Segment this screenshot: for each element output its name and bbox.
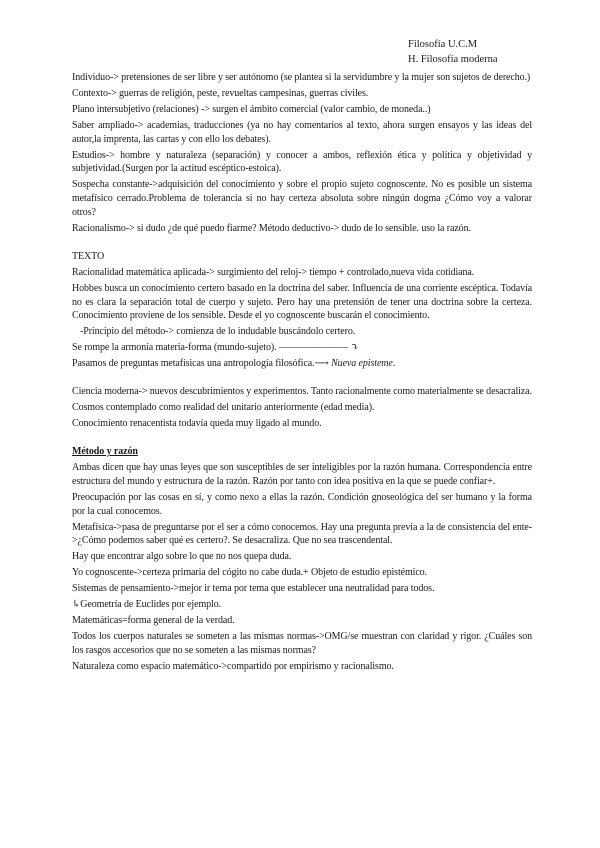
intro-paragraph: Individuo-> pretensiones de ser libre y ser autónomo (se plantea si la servidumbre y la mujer son sujetos de derecho.) [72,72,531,83]
intro-paragraph: Racionalismo-> si dudo ¿de qué puedo fiarme? Método deductivo-> dudo de lo sensible. uso la razón. [72,222,471,234]
intro-paragraph: Plano intersubjetivo (relaciones) -> surgen el ámbito comercial (valor cambio, de moneda..) [72,104,431,115]
metodo-paragraph: Ambas dicen que hay unas leyes que son susceptibles de ser inteligibles por la razón humana. Correspondencia entre estructura del mundo y estructura de la razón. Razón por tanto con idea positiva en la que se puede confiar+. [72,462,532,487]
bent-arrow-icon: ——————— ⤵ [278,342,359,354]
header-subject: H. Filosofía moderna [408,54,498,65]
nueva-episteme-text: Nueva episteme [331,358,393,370]
metodo-paragraph: Yo cognoscente->certeza primaria del cógito no cabe duda.+ Objeto de estudio epistémico. [72,567,427,579]
metodo-paragraph: Metafísica->pasa de preguntarse por el ser a cómo conocemos. Hay una pregunta previa a la de consistencia del ente->¿Cómo podemos saber qué es certero?. Se desacraliza. Que no sea trascendental. [72,521,532,547]
intro-paragraph: Contexto-> guerras de religión, peste, revueltas campesinas, guerras civiles. [72,88,369,99]
texto-paragraph: Ciencia moderna-> nuevos descubrimientos y experimentos. Tanto racionalmente como materialmente se desacraliza. [72,386,532,398]
texto-paragraph: -Principio del método-> comienza de lo indudable buscándolo certero. [80,326,356,338]
metodo-paragraph: Preocupación por las cosas en sí, y como nexo a ellas la razón. Condición gnoseológica del ser humano y la forma por la cual conocemos. [72,491,532,517]
body-text [72,71,532,676]
texto-paragraph: Racionalidad matemática aplicada-> surgimiento del reloj-> tiempo + controlado,nueva vida cotidiana. [72,266,475,278]
texto-paragraph [72,341,532,355]
metodo-paragraph: Hay que encontrar algo sobre lo que no nos quepa duda. [72,551,292,563]
metodo-paragraph: Matemáticas=forma general de la verdad. [72,615,235,627]
texto-antropologia-text: Pasamos de preguntas metafísicas una antropología filosófica. [72,358,315,370]
right-arrow-icon: ⟶ [314,358,329,370]
texto-paragraph: Cosmos contemplado como realidad del unitario anteriormente (edad media). [72,402,375,414]
spacer [72,373,532,385]
section-heading-metodo: Método y razón [72,446,138,458]
intro-paragraph: Estudios-> hombre y naturaleza (separación) y conocer a ambos, reflexión ética y política y objetividad y subjetividad.(Surgen por la actitud escéptico-estoica). [72,149,532,175]
metodo-paragraph: Sistemas de pensamiento->mejor ir tema por tema que establecer una neutralidad para todos. [72,583,435,595]
section-heading-texto: TEXTO [72,250,105,262]
intro-paragraph: Sospecha constante->adquisición del conocimiento y sobre el propio sujeto cognoscente. No es posible un sistema metafísico cerrado.Problema de tolerancia si no hay certeza absoluta sobre ningún dogma ¿Cómo voy a valorar otros? [72,179,532,218]
intro-paragraph: Saber ampliado-> academias, traducciones (ya no hay comentarios al texto, ahora surgen ensayos y las ideas del autor,la imprenta, las cartas y con ello los debates). [72,120,532,145]
spacer [72,433,532,445]
texto-paragraph: Hobbes busca un conocimiento certero basado en la doctrina del saber. Influencia de una corriente escéptica. Todavía no es clara la separación total de cuerpo y sujeto. Pero hay una pretensión de tener una doctrina sobre la certeza. Conocimiento proviene de los sensible. Desde el yo cognoscente buscarán el conocimiento. [72,282,532,322]
spacer [72,238,532,250]
metodo-paragraph: ↳Geometría de Euclides por ejemplo. [72,599,221,611]
metodo-paragraph: Todos los cuerpos naturales se someten a las mismas normas->OMG/se muestran con claridad y rigor. ¿Cuáles son los rasgos accesorios que no se someten a las mismas normas? [72,631,532,657]
metodo-paragraph: Naturaleza como espacio matemático->compartido por empirismo y racionalismo. [72,661,394,673]
texto-paragraph [72,357,532,371]
header-course: Filosofía U.C.M [408,39,478,50]
period-text: . [392,358,396,370]
header [408,37,498,67]
texto-armonia-text: Se rompe la armonía materia-forma (mundo-sujeto). [72,342,277,354]
texto-paragraph: Conocimiento renacentista todavía queda muy ligado al mundo. [72,418,322,430]
